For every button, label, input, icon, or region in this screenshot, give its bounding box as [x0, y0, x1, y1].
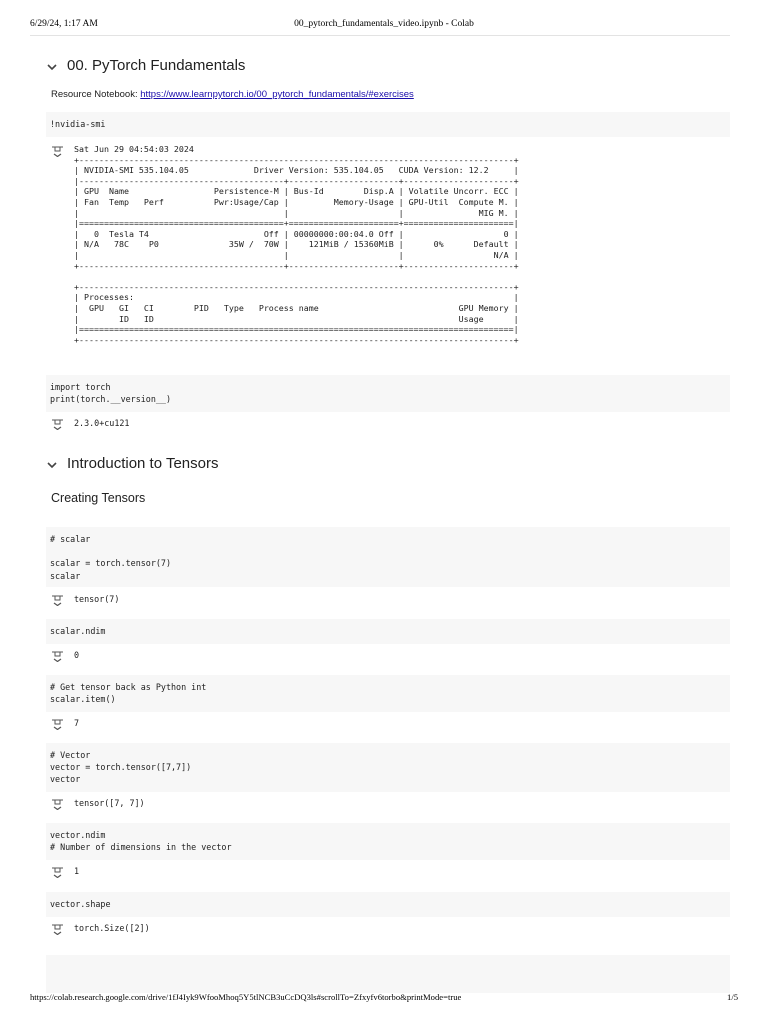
- resource-line: [51, 89, 730, 103]
- code-text: vector.ndim # Number of dimensions in the vector: [50, 830, 232, 853]
- output-toggle-icon[interactable]: [51, 717, 64, 730]
- header-divider: [30, 35, 730, 36]
- print-footer: [30, 992, 738, 1006]
- code-text: # Vector vector = torch.tensor([7,7]) vector: [50, 750, 192, 785]
- resource-link[interactable]: https://www.learnpytorch.io/00_pytorch_fundamentals/#exercises: [140, 89, 414, 100]
- resource-label: Resource Notebook:: [51, 89, 141, 100]
- output-toggle-icon[interactable]: [51, 144, 64, 157]
- output-toggle-icon[interactable]: [51, 649, 64, 662]
- code-text: import torch print(torch.__version__): [50, 382, 172, 405]
- output-text: torch.Size([2]): [74, 923, 150, 933]
- code-cell-empty[interactable]: [46, 955, 730, 993]
- code-text: vector.shape: [50, 899, 111, 909]
- section-heading-introduction-to-tensors: [30, 449, 730, 481]
- code-cell-scalar-ndim[interactable]: [46, 619, 730, 644]
- output-nvidia-smi: [46, 144, 730, 356]
- subheading-title: Creating Tensors: [51, 491, 146, 505]
- section-heading-pytorch-fundamentals: [30, 51, 730, 83]
- output-scalar-item: [46, 717, 730, 731]
- output-vector: [46, 797, 730, 811]
- code-cell-vector[interactable]: [46, 743, 730, 792]
- code-cell-scalar-item[interactable]: [46, 675, 730, 712]
- output-text: 2.3.0+cu121: [74, 418, 130, 428]
- page-number: 1/5: [727, 992, 738, 1002]
- notebook: [30, 37, 730, 993]
- output-toggle-icon[interactable]: [51, 922, 64, 935]
- output-text: 7: [74, 718, 80, 728]
- code-text: # Get tensor back as Python int scalar.item(): [50, 682, 207, 705]
- output-vector-shape: [46, 922, 730, 936]
- print-header: [30, 15, 738, 35]
- output-scalar-ndim: [46, 649, 730, 663]
- output-text: 0: [74, 650, 80, 660]
- print-datetime: 6/29/24, 1:17 AM: [30, 19, 98, 29]
- document-title: 00_pytorch_fundamentals_video.ipynb - Colab: [294, 19, 474, 29]
- output-text: Sat Jun 29 04:54:03 2024 +---------------------------------------------------------------------------------------+ | NVIDIA-SMI 535.104.05 Driver Version: 535.104.05 CUDA Version: 12.2 | |-----------------------------------------+----------------------+----------------------+ | GPU Name Persistence-M | Bus-Id Disp.A | Volatile Uncorr. ECC | | Fan Temp Perf Pwr:Usage/Cap | Memory-Usage | GPU-Util Compute M. | | | | MIG M. | |=========================================+======================+======================| | 0 Tesla T4 Off | 00000000:00:04.0 Off | 0 | | N/A 78C P0 35W / 70W | 121MiB / 15360MiB | 0% Default | | | | N/A | +-----------------------------------------+----------------------+----------------------+ +---------------------------------------------------------------------------------------+ | Processes: | | GPU GI CI PID Type Process name GPU Memory | | ID ID Usage | |=======================================================================================| +---------------------------------------------------------------------------------------+: [74, 144, 519, 345]
- page-url: https://colab.research.google.com/drive/1fJ4Iyk9WfooMhoq5Y5tlNCB3uCcDQ3ls#scrollTo=Zfxyfv6torbo&printMode=true: [30, 992, 462, 1002]
- output-toggle-icon[interactable]: [51, 593, 64, 606]
- output-text: tensor(7): [74, 594, 120, 604]
- code-text: !nvidia-smi: [50, 119, 106, 129]
- output-text: 1: [74, 866, 80, 876]
- code-cell-scalar[interactable]: [46, 527, 730, 587]
- section-title: Introduction to Tensors: [67, 455, 219, 472]
- chevron-down-icon[interactable]: [45, 458, 59, 472]
- output-text: tensor([7, 7]): [74, 798, 145, 808]
- code-cell-vector-shape[interactable]: [46, 892, 730, 917]
- output-vector-ndim: [46, 865, 730, 879]
- code-text: # scalar scalar = torch.tensor(7) scalar: [50, 534, 172, 581]
- subheading-creating-tensors: [51, 491, 730, 507]
- code-cell-import-torch[interactable]: [46, 375, 730, 412]
- output-import-torch: [46, 417, 730, 431]
- output-toggle-icon[interactable]: [51, 865, 64, 878]
- output-toggle-icon[interactable]: [51, 417, 64, 430]
- code-text: scalar.ndim: [50, 626, 106, 636]
- code-cell-vector-ndim[interactable]: [46, 823, 730, 860]
- chevron-down-icon[interactable]: [45, 60, 59, 74]
- output-toggle-icon[interactable]: [51, 797, 64, 810]
- output-scalar: [46, 593, 730, 607]
- section-title: 00. PyTorch Fundamentals: [67, 57, 246, 74]
- code-cell-nvidia-smi[interactable]: [46, 112, 730, 137]
